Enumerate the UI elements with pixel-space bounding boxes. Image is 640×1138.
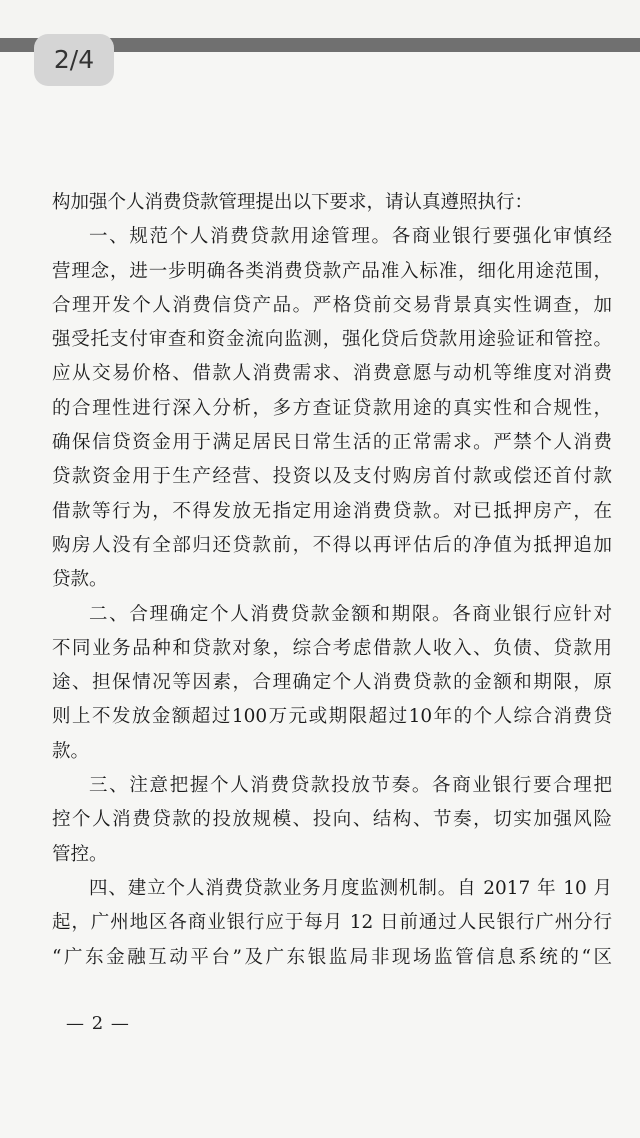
document-body	[52, 186, 612, 975]
paragraph-3-line: 管控。	[52, 843, 108, 865]
paragraph-1-line: 借款等行为，不得发放无指定用途消费贷款。对已抵押房产，在	[52, 500, 612, 522]
paragraph-1-line: 购房人没有全部归还贷款前，不得以再评估后的净值为抵押追加	[52, 534, 612, 556]
paragraph-intro-line: 构加强个人消费贷款管理提出以下要求，请认真遵照执行：	[52, 192, 534, 213]
paragraph-1-line: 一、规范个人消费贷款用途管理。各商业银行要强化审慎经	[89, 226, 612, 248]
paragraph-4-line: “广东金融互动平台”及广东银监局非现场监管信息系统的“区	[52, 946, 612, 968]
paragraph-1-line: 贷款。	[52, 569, 108, 591]
paragraph-1-line: 营理念，进一步明确各类消费贷款产品准入标准，细化用途范围，	[52, 260, 612, 282]
paragraph-1-line: 强受托支付审查和资金流向监测，强化贷后贷款用途验证和管控。	[52, 329, 612, 351]
paragraph-4-line: 四、建立个人消费贷款业务月度监测机制。自 2017 年 10 月	[89, 877, 612, 899]
paragraph-3-line: 三、注意把握个人消费贷款投放节奏。各商业银行要合理把	[89, 775, 612, 797]
page-indicator-badge: 2/4	[34, 34, 114, 86]
paragraph-1-line: 的合理性进行深入分析，多方查证贷款用途的真实性和合规性，	[52, 397, 612, 419]
paragraph-2-line: 款。	[52, 740, 90, 762]
paragraph-2-line: 二、合理确定个人消费贷款金额和期限。各商业银行应针对	[89, 603, 612, 625]
paragraph-1-line: 合理开发个人消费信贷产品。严格贷前交易背景真实性调查，加	[52, 294, 612, 316]
page-number-footer: — 2 —	[66, 1013, 130, 1034]
paragraph-1-line: 应从交易价格、借款人消费需求、消费意愿与动机等维度对消费	[52, 363, 612, 385]
paragraph-4-line: 起，广州地区各商业银行应于每月 12 日前通过人民银行广州分行	[52, 912, 612, 934]
paragraph-1-line: 确保信贷资金用于满足居民日常生活的正常需求。严禁个人消费	[52, 432, 612, 454]
paragraph-2-line: 不同业务品种和贷款对象，综合考虑借款人收入、负债、贷款用	[52, 637, 612, 659]
paragraph-1-line: 贷款资金用于生产经营、投资以及支付购房首付款或偿还首付款	[52, 466, 612, 488]
paragraph-2-line: 则上不发放金额超过100万元或期限超过10年的个人综合消费贷	[52, 706, 612, 728]
paragraph-3-line: 控个人消费贷款的投放规模、投向、结构、节奏，切实加强风险	[52, 809, 612, 831]
paragraph-2-line: 途、担保情况等因素，合理确定个人消费贷款的金额和期限，原	[52, 672, 612, 694]
